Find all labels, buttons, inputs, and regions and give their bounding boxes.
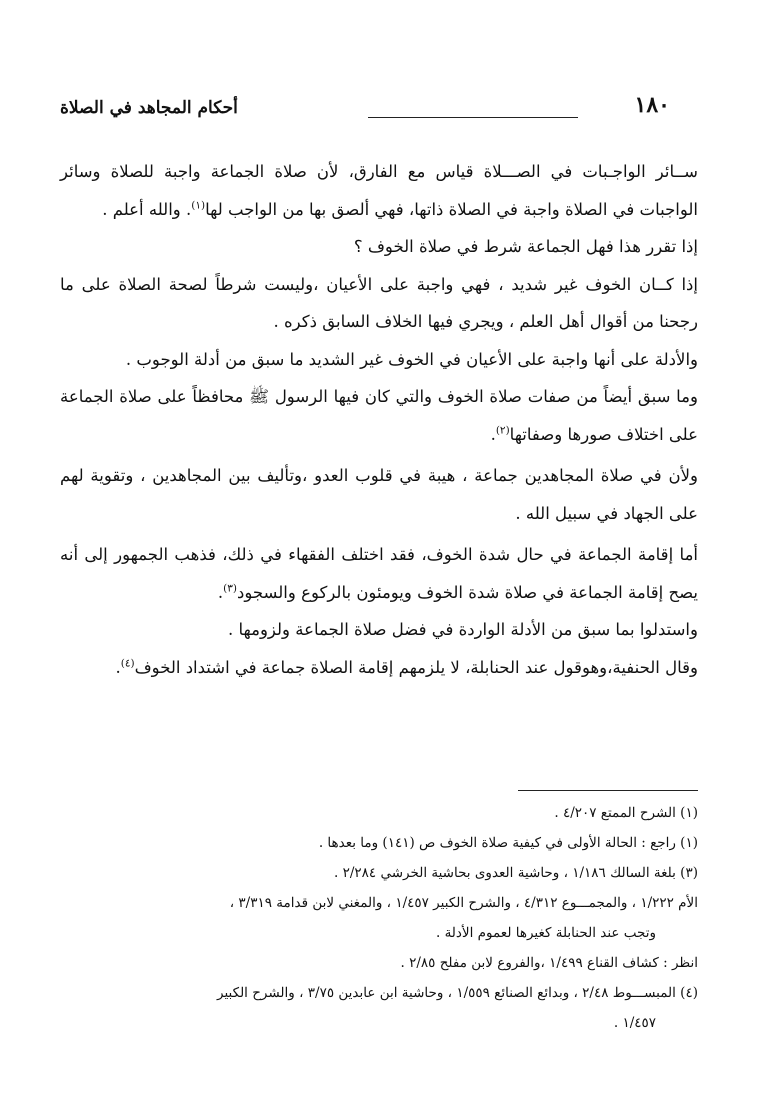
paragraph-text: واستدلوا بما سبق من الأدلة الواردة في فضل صلاة الجماعة ولزومها . (227, 620, 698, 639)
footnote-line: (١) راجع : الحالة الأولى في كيفية صلاة الخوف ص (١٤١) وما بعدها . (318, 835, 698, 851)
paragraph (60, 611, 698, 649)
paragraph (60, 266, 698, 341)
paragraph (60, 341, 698, 379)
footnotes (60, 798, 698, 1038)
paragraph-tail: . (115, 657, 121, 677)
paragraph-text: وقال الحنفية،وهوقول عند الحنابلة، لا يلزمهم إقامة الصلاة جماعة في اشتداد الخوف (134, 657, 698, 677)
main-text (60, 153, 698, 686)
running-title: أحكام المجاهد في الصلاة (60, 98, 238, 118)
paragraph-text: إذا تقرر هذا فهل الجماعة شرط في صلاة الخوف ؟ (353, 237, 698, 256)
footnote-line: وتجب عند الحنابلة كغيرها لعموم الأدلة . (435, 925, 656, 941)
footnote-ref: (١) (191, 199, 206, 211)
paragraph-text: أما إقامة الجماعة في حال شدة الخوف، فقد اختلف الفقهاء في ذلك، فذهب الجمهور إلى أنه يصح إقامة الجماعة في صلاة شدة الخوف ويومئون بالركوع والسجود (60, 545, 698, 602)
footnote-ref: (٣) (223, 582, 238, 594)
paragraph (60, 378, 698, 453)
footnote-line: (٤) المبســـوط ٢/٤٨ ، وبدائع الصنائع ١/٥٥٩ ، وحاشية ابن عابدين ٣/٧٥ ، والشرح الكبير (217, 985, 698, 1001)
paragraph-text: ولأن في صلاة المجاهدين جماعة ، هيبة في قلوب العدو ،وتأليف بين المجاهدين ، وتقوية لهم على الجهاد في سبيل الله . (60, 466, 698, 523)
paragraph (60, 457, 698, 532)
paragraph-tail: . والله أعلم . (102, 199, 192, 219)
footnote-line: انظر : كشاف القناع ١/٤٩٩ ،والفروع لابن مفلح ٢/٨٥ . (400, 955, 698, 971)
paragraph-text: إذا كــان الخوف غير شديد ، فهي واجبة على الأعيان ،وليست شرطاً لصحة الصلاة على ما رجحنا من أقوال أهل العلم ، ويجري فيها الخلاف السابق ذكره . (60, 274, 698, 331)
paragraph-text: وما سبق أيضاً من صفات صلاة الخوف والتي كان فيها الرسول ﷺ محافظاً على صلاة الجماعة على اختلاف صورها وصفاتها (60, 387, 698, 444)
footnote-line: ١/٤٥٧ . (613, 1015, 656, 1031)
footnote-line: (٣) بلغة السالك ١/١٨٦ ، وحاشية العدوى بحاشية الخرشي ٢/٢٨٤ . (334, 865, 698, 881)
paragraph (60, 228, 698, 266)
paragraph-tail: . (217, 582, 224, 602)
paragraph (60, 153, 698, 228)
paragraph-tail: . (490, 424, 496, 444)
page-header (60, 84, 670, 124)
footnote-ref: (٤) (120, 657, 135, 669)
paragraph-text: والأدلة على أنها واجبة على الأعيان في الخوف غير الشديد ما سبق من أدلة الوجوب . (125, 349, 698, 369)
page-number: ١٨٠ (634, 92, 670, 118)
footnote-ref: (٢) (495, 424, 510, 436)
footnote-line: الأم ١/٢٢٢ ، والمجمـــوع ٤/٣١٢ ، والشرح الكبير ١/٤٥٧ ، والمغني لابن قدامة ٣/٣١٩ ، (229, 895, 698, 911)
paragraph-text: ســائر الواجـبات في الصـــلاة قياس مع الفارق، لأن صلاة الجماعة واجبة للصلاة وسائر الواجبات في الصلاة واجبة في الصلاة ذاتها، فهي ألصق بها من الواجب لها (60, 162, 698, 219)
footnote-separator (518, 790, 698, 791)
header-rule (368, 117, 578, 118)
paragraph (60, 649, 698, 687)
paragraph (60, 536, 698, 611)
footnote-line: (١) الشرح الممتع ٤/٢٠٧ . (554, 805, 698, 821)
